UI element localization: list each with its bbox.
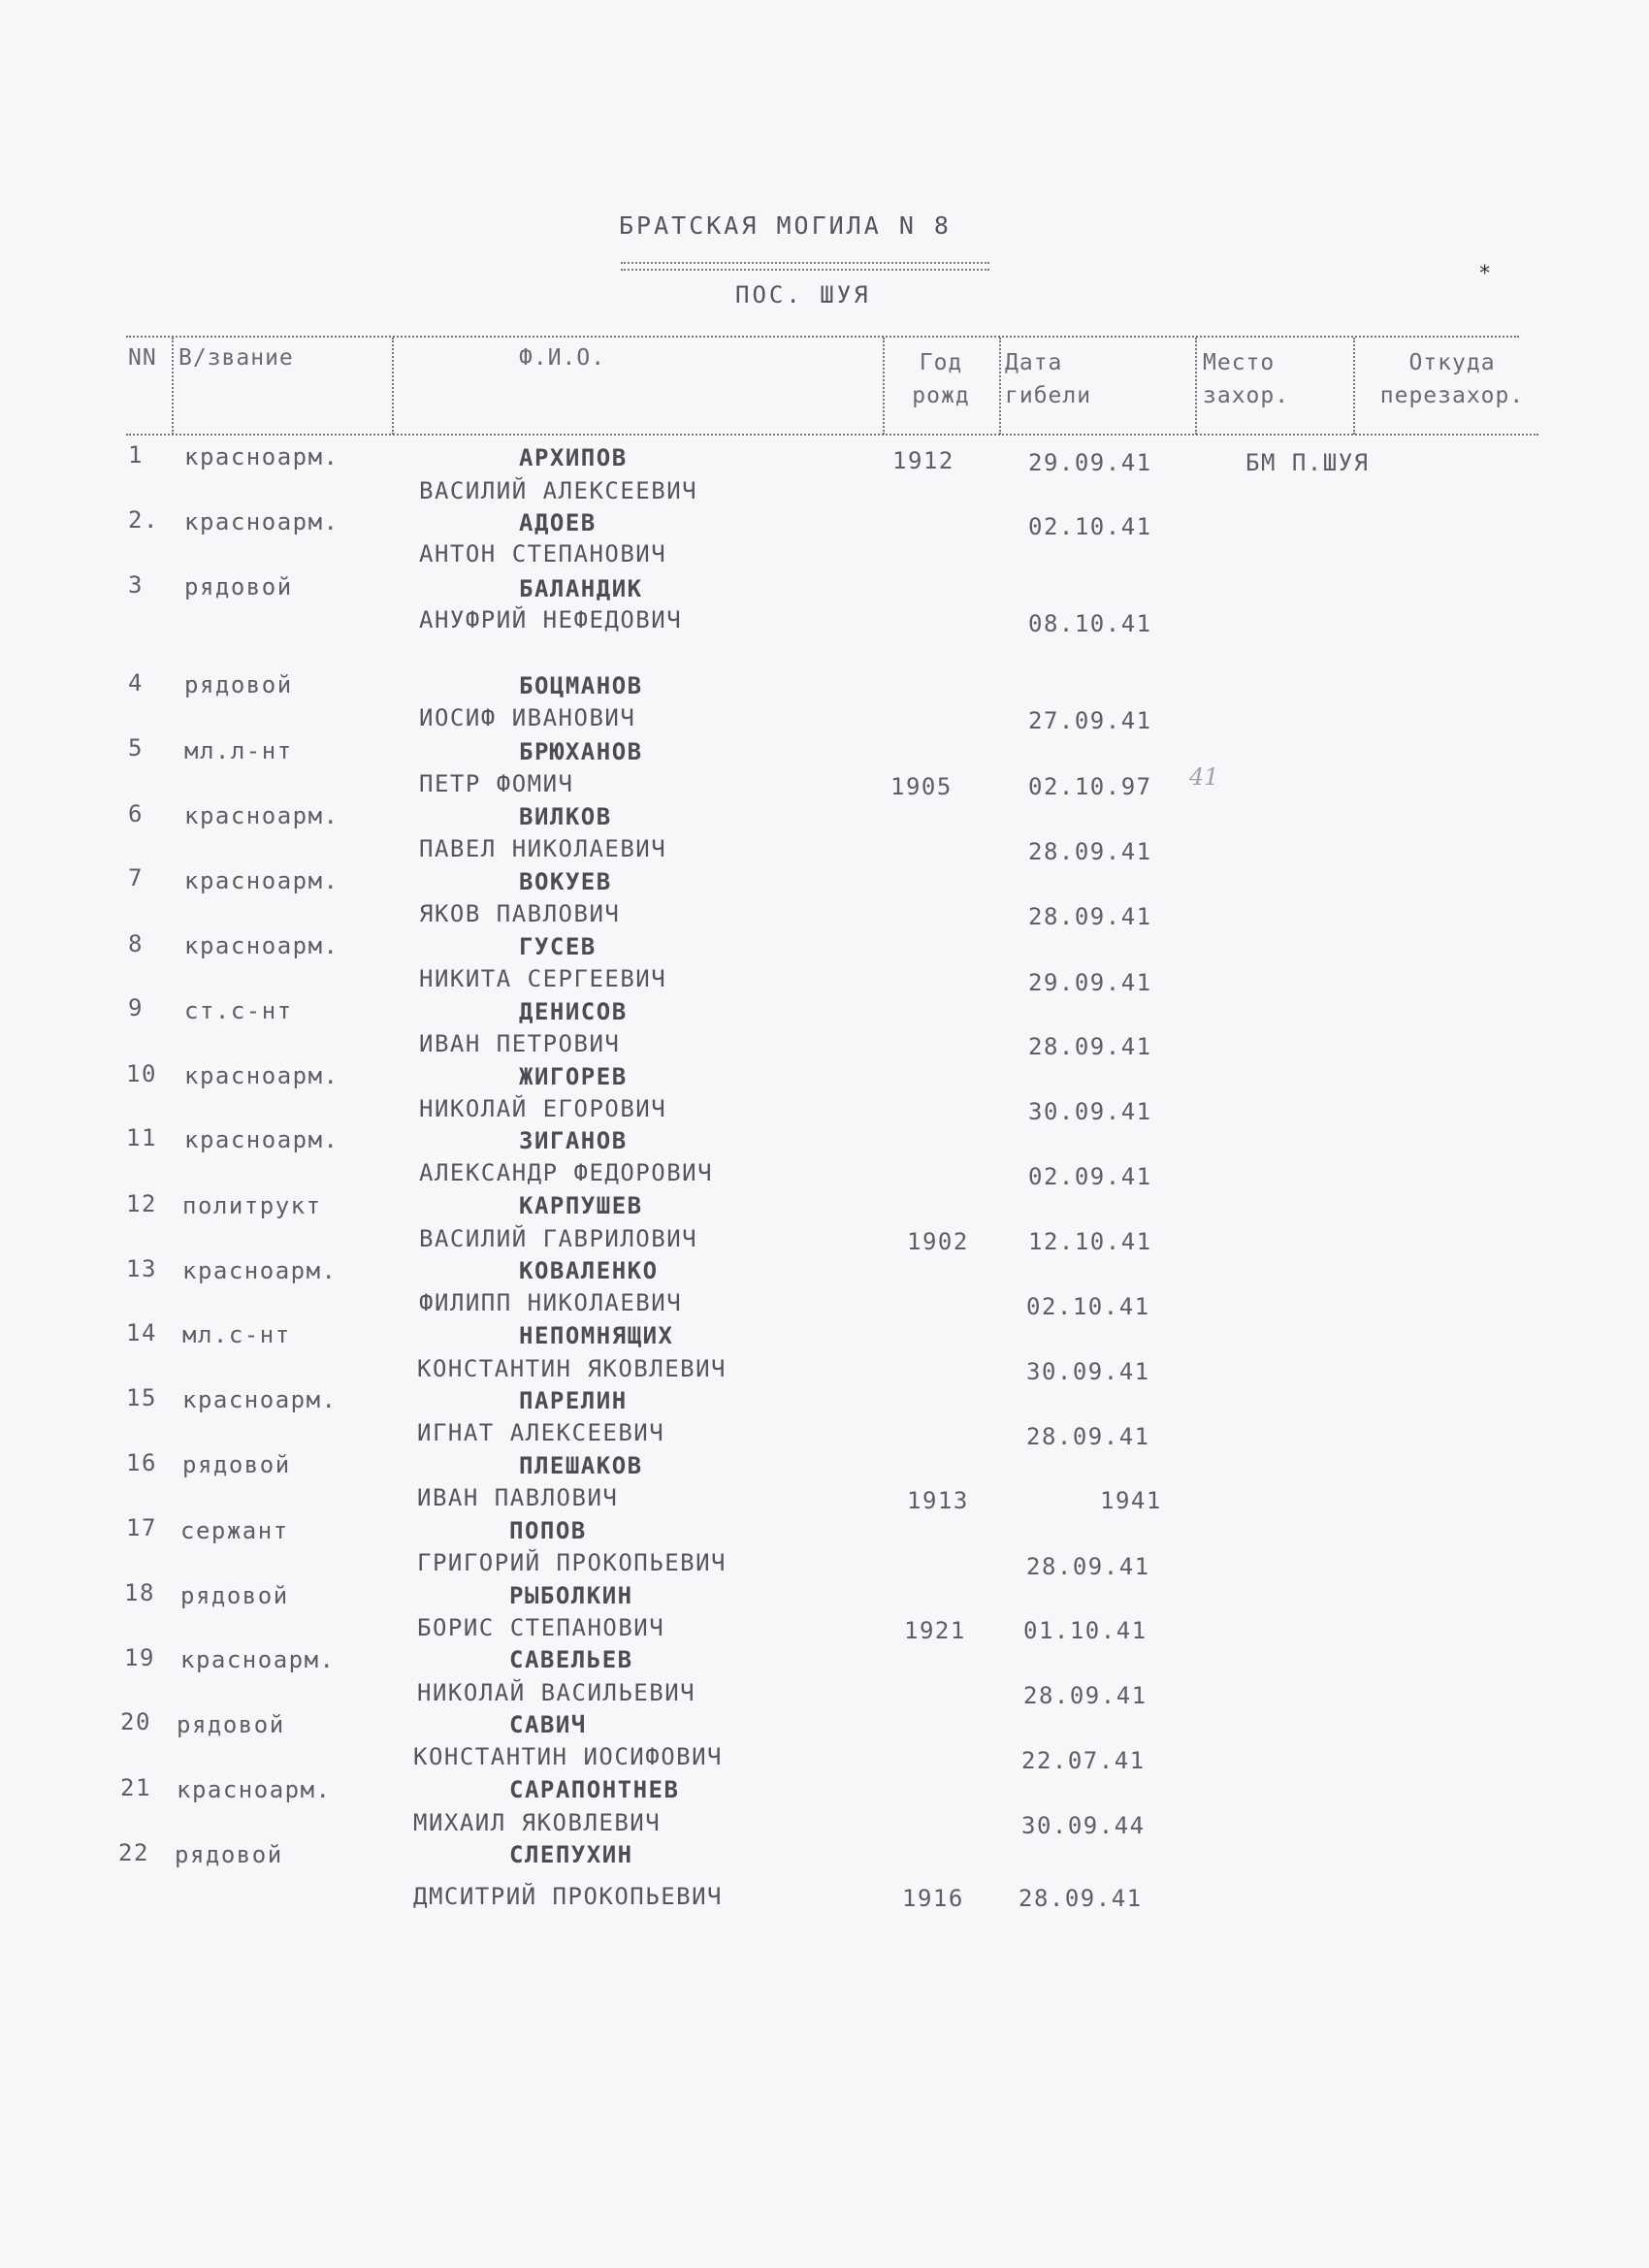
row-surname: БАЛАНДИК [519, 575, 643, 602]
col-header-place-line1: Место [1203, 350, 1276, 375]
row-rank: рядовой [182, 1451, 291, 1478]
row-given-names: МИХАИЛ ЯКОВЛЕВИЧ [413, 1809, 662, 1836]
row-death-date: 02.10.41 [1026, 1293, 1150, 1320]
col-header-place-line2: захор. [1203, 383, 1290, 408]
row-birth-year: 1902 [907, 1228, 969, 1255]
row-birth-year: 1912 [892, 447, 954, 474]
row-surname: БОЦМАНОВ [519, 672, 643, 699]
title-underline [621, 262, 989, 271]
row-given-names: ВАСИЛИЙ АЛЕКСЕЕВИЧ [419, 477, 698, 504]
col-divider-4 [999, 338, 1001, 435]
row-death-date: 02.10.41 [1028, 513, 1152, 540]
row-given-names: ГРИГОРИЙ ПРОКОПЬЕВИЧ [417, 1549, 727, 1576]
row-number: 9 [128, 994, 144, 1021]
row-death-date: 22.07.41 [1021, 1747, 1146, 1774]
row-rank: политрукт [182, 1192, 322, 1219]
row-surname: ПАРЕЛИН [519, 1387, 628, 1414]
col-header-date-line1: Дата [1005, 350, 1063, 375]
row-rank: ст.с-нт [184, 997, 293, 1024]
row-given-names: ДМСИТРИЙ ПРОКОПЬЕВИЧ [413, 1883, 723, 1910]
row-number: 22 [118, 1839, 149, 1866]
row-rank: красноарм. [184, 1062, 340, 1089]
handwritten-correction: 41 [1189, 763, 1219, 791]
row-given-names: НИКОЛАЙ ЕГОРОВИЧ [419, 1095, 667, 1122]
row-rank: красноарм. [180, 1646, 336, 1673]
row-given-names: ПЕТР ФОМИЧ [419, 770, 574, 797]
row-death-date: 01.10.41 [1023, 1617, 1148, 1644]
row-surname: САВЕЛЬЕВ [509, 1646, 633, 1673]
row-death-date: 29.09.41 [1028, 969, 1152, 996]
row-given-names: ЯКОВ ПАВЛОВИЧ [419, 900, 621, 927]
row-given-names: ИВАН ПЕТРОВИЧ [419, 1030, 621, 1057]
col-header-num: NN [128, 345, 157, 371]
row-number: 21 [120, 1774, 151, 1801]
table-top-rule [126, 336, 1519, 338]
row-given-names: КОНСТАНТИН ЯКОВЛЕВИЧ [417, 1355, 727, 1382]
row-rank: рядовой [180, 1582, 289, 1609]
row-surname: АДОЕВ [519, 509, 597, 536]
row-number: 6 [128, 800, 144, 827]
row-number: 18 [124, 1579, 155, 1606]
row-birth-year: 1905 [890, 773, 953, 800]
row-rank: рядовой [177, 1711, 285, 1738]
row-death-date: 02.09.41 [1028, 1163, 1152, 1190]
row-surname: ГУСЕВ [519, 933, 597, 960]
row-surname: ЗИГАНОВ [519, 1127, 628, 1154]
row-rank: красноарм. [184, 443, 340, 470]
row-surname: ПЛЕШАКОВ [519, 1452, 643, 1479]
row-number: 11 [126, 1124, 157, 1151]
row-number: 12 [126, 1190, 157, 1217]
row-surname: ДЕНИСОВ [519, 998, 628, 1025]
row-rank: мл.л-нт [184, 737, 293, 764]
row-given-names: НИКОЛАЙ ВАСИЛЬЕВИЧ [417, 1679, 696, 1706]
row-number: 19 [124, 1644, 155, 1671]
row-surname: ЖИГОРЕВ [519, 1063, 628, 1090]
row-surname: КАРПУШЕВ [519, 1192, 643, 1219]
row-death-date: 29.09.41 [1028, 449, 1152, 476]
row-rank: рядовой [175, 1841, 283, 1868]
row-birth-year: 1921 [904, 1617, 966, 1644]
row-death-date: 08.10.41 [1028, 610, 1152, 637]
col-header-from-line1: Откуда [1408, 350, 1496, 375]
row-death-date: 28.09.41 [1023, 1682, 1148, 1709]
row-death-date: 28.09.41 [1026, 1423, 1150, 1450]
row-number: 8 [128, 930, 144, 957]
row-given-names: ПАВЕЛ НИКОЛАЕВИЧ [419, 835, 667, 862]
row-surname: ВОКУЕВ [519, 868, 612, 895]
row-rank: красноарм. [184, 802, 340, 829]
row-given-names: КОНСТАНТИН ИОСИФОВИЧ [413, 1743, 723, 1770]
row-given-names: АЛЕКСАНДР ФЕДОРОВИЧ [419, 1159, 714, 1186]
col-header-date [1005, 346, 1091, 412]
row-number: 17 [126, 1514, 157, 1541]
col-divider-6 [1353, 338, 1355, 435]
row-surname: САВИЧ [509, 1711, 587, 1738]
row-death-date: 28.09.41 [1028, 838, 1152, 865]
row-given-names: НИКИТА СЕРГЕЕВИЧ [419, 965, 667, 992]
row-rank: красноарм. [184, 932, 340, 959]
page-title: БРАТСКАЯ МОГИЛА N 8 [619, 211, 952, 240]
row-burial-place: БМ П.ШУЯ [1245, 449, 1370, 476]
row-surname: ВИЛКОВ [519, 803, 612, 830]
row-number: 13 [126, 1255, 157, 1282]
row-given-names: ИОСИФ ИВАНОВИЧ [419, 704, 636, 731]
row-rank: красноарм. [184, 867, 340, 894]
row-number: 3 [128, 571, 144, 599]
row-death-date: 28.09.41 [1028, 903, 1152, 930]
col-divider-2 [392, 338, 394, 435]
page-subtitle: ПОС. ШУЯ [735, 281, 871, 308]
col-header-date-line2: гибели [1005, 383, 1092, 408]
col-header-year-line2: рожд [912, 383, 970, 408]
col-header-from [1360, 346, 1544, 412]
row-death-date: 27.09.41 [1028, 707, 1152, 734]
col-header-place [1203, 346, 1289, 412]
row-rank: рядовой [184, 573, 293, 600]
row-surname: АРХИПОВ [519, 444, 628, 471]
row-number: 1 [128, 441, 144, 469]
row-death-date: 30.09.41 [1026, 1358, 1150, 1385]
row-rank: красноарм. [177, 1776, 332, 1803]
row-number: 14 [126, 1319, 157, 1346]
row-rank: красноарм. [184, 1126, 340, 1153]
row-given-names: БОРИС СТЕПАНОВИЧ [417, 1614, 665, 1641]
row-birth-year: 1913 [907, 1487, 969, 1514]
row-rank: красноарм. [182, 1257, 338, 1284]
row-number: 2. [128, 506, 159, 534]
row-number: 20 [120, 1708, 151, 1735]
row-death-date: 28.09.41 [1028, 1033, 1152, 1060]
row-rank: мл.с-нт [182, 1321, 291, 1348]
row-surname: БРЮХАНОВ [519, 738, 643, 765]
stray-mark: * [1478, 262, 1492, 286]
col-header-from-line2: перезахор. [1379, 383, 1525, 408]
row-surname: РЫБОЛКИН [509, 1582, 633, 1609]
table-header-rule [126, 434, 1538, 436]
row-death-date: 12.10.41 [1028, 1228, 1152, 1255]
row-number: 5 [128, 734, 144, 761]
row-number: 10 [126, 1060, 157, 1087]
row-death-date: 1941 [1100, 1487, 1162, 1514]
row-number: 7 [128, 864, 144, 891]
row-rank: сержант [180, 1517, 289, 1544]
row-surname: СЛЕПУХИН [509, 1841, 633, 1868]
col-divider-5 [1195, 338, 1197, 435]
row-birth-year: 1916 [902, 1885, 964, 1912]
row-death-date: 30.09.44 [1021, 1812, 1146, 1839]
row-given-names: АНУФРИЙ НЕФЕДОВИЧ [419, 606, 683, 633]
row-number: 16 [126, 1449, 157, 1476]
col-divider-1 [172, 338, 174, 435]
row-death-date: 02.10.97 [1028, 773, 1152, 800]
col-header-rank: В/звание [178, 345, 294, 371]
row-given-names: ИВАН ПАВЛОВИЧ [417, 1484, 619, 1511]
row-given-names: АНТОН СТЕПАНОВИЧ [419, 540, 667, 567]
row-death-date: 28.09.41 [1026, 1553, 1150, 1580]
row-number: 15 [126, 1384, 157, 1411]
row-number: 4 [128, 669, 144, 697]
col-header-year-line1: Год [919, 350, 963, 375]
row-surname: НЕПОМНЯЩИХ [519, 1322, 674, 1349]
row-surname: КОВАЛЕНКО [519, 1257, 659, 1284]
row-given-names: ИГНАТ АЛЕКСЕЕВИЧ [417, 1419, 665, 1446]
row-given-names: ФИЛИПП НИКОЛАЕВИЧ [419, 1289, 683, 1316]
row-surname: САРАПОНТНЕВ [509, 1776, 680, 1803]
row-surname: ПОПОВ [509, 1517, 587, 1544]
row-rank: рядовой [184, 671, 293, 698]
row-death-date: 28.09.41 [1018, 1885, 1143, 1912]
col-header-year [885, 346, 997, 412]
col-header-fio: Ф.И.О. [519, 345, 606, 371]
row-given-names: ВАСИЛИЙ ГАВРИЛОВИЧ [419, 1225, 698, 1252]
row-rank: красноарм. [184, 508, 340, 535]
row-rank: красноарм. [182, 1386, 338, 1413]
row-death-date: 30.09.41 [1028, 1098, 1152, 1125]
